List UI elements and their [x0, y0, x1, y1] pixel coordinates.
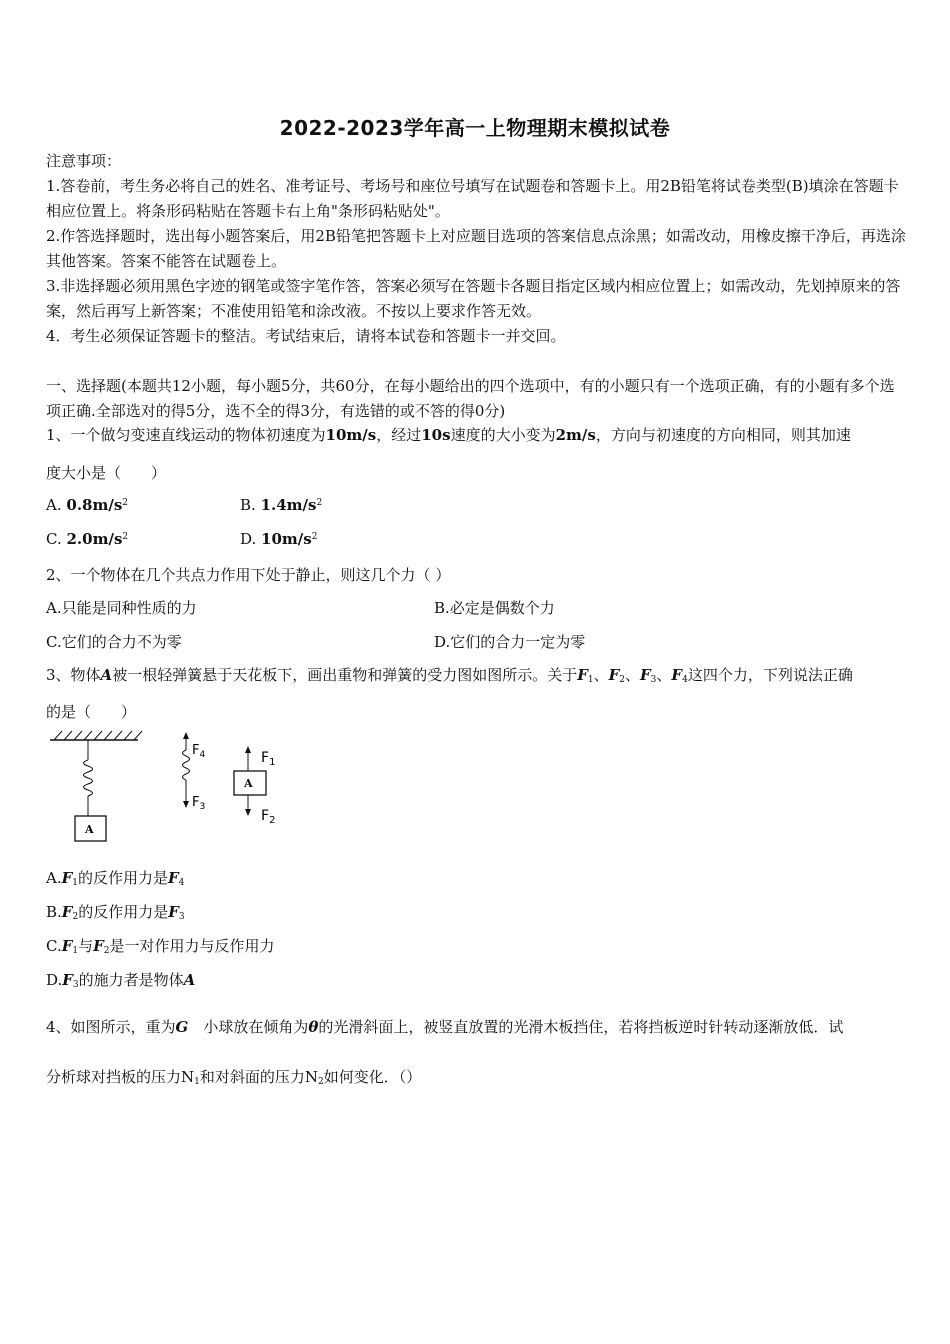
q2-option-c[interactable]: C.它们的合力不为零: [46, 633, 182, 651]
q1-option-b[interactable]: B. $1.4m/s^2$: [240, 496, 323, 514]
label-f4: $F_4$: [192, 743, 206, 760]
notice-heading: 注意事项：: [46, 152, 122, 170]
q1-option-d[interactable]: D. $10m/s^2$: [240, 530, 318, 548]
question-3-line-1: 3、物体A被一根轻弹簧悬于天花板下，画出重物和弹簧的受力图如图所示。关于$F_1$、$F_2$、$F_3$、$F_4$这四个力，下列说法正确: [46, 666, 853, 685]
q3-option-c[interactable]: $C.F_1$与$F_2$是一对作用力与反作用力: [46, 937, 275, 956]
q3-option-b[interactable]: $B.F_2$的反作用力是$F_3$: [46, 903, 185, 922]
question-2-stem: 2、一个物体在几个共点力作用下处于静止，则这几个力（ ）: [46, 566, 451, 584]
question-1-line-2: 度大小是（ ）: [46, 464, 167, 482]
notice-section: [46, 149, 908, 349]
page-title: 2022-2023学年高一上物理期末模拟试卷: [279, 116, 671, 140]
label-f1: $F_1$: [261, 750, 276, 768]
question-3-line-2: 的是（ ）: [46, 703, 137, 721]
q3-option-d[interactable]: $D.F_3$的施力者是物体A: [46, 971, 196, 990]
notice-item-2: 2.作答选择题时，选出每小题答案后，用2B铅笔把答题卡上对应题目选项的答案信息点涂黑；如需改动，用橡皮擦干净后，再选涂其他答案。答案不能答在试题卷上。: [46, 227, 906, 270]
hanging-block-label: A: [85, 823, 94, 836]
label-f2: $F_2$: [261, 808, 276, 826]
question-4-line-1: 4、如图所示，重为G 小球放在倾角为θ的光滑斜面上，被竖直放置的光滑木板挡住，若将挡板逆时针转动逐渐放低．试: [46, 1018, 844, 1036]
notice-item-3: 3.非选择题必须用黑色字迹的钢笔或签字笔作答，答案必须写在答题卡各题目指定区域内相应位置上；如需改动，先划掉原来的答案，然后再写上新答案；不准使用铅笔和涂改液。不按以上要求作答无效。: [46, 277, 901, 320]
q1-option-c[interactable]: C. $2.0m/s^2$: [46, 530, 129, 548]
question-4-line-2: 分析球对挡板的压力$N_1$和对斜面的压力$N_2$如何变化．（）: [46, 1068, 422, 1087]
section-1-heading: 一、选择题(本题共12小题，每小题5分，共60分，在每小题给出的四个选项中，有的小题只有一个选项正确，有的小题有多个选项正确.全部选对的得5分，选不全的得3分，有选错的或不答的得0分): [46, 377, 895, 420]
spring-force-diagram: [44, 728, 304, 852]
notice-item-4: 4．考生必须保证答题卡的整洁。考试结束后，请将本试卷和答题卡一并交回。: [46, 327, 566, 345]
q1-option-a[interactable]: A. $0.8m/s^2$: [46, 496, 129, 514]
q2-option-a[interactable]: A.只能是同种性质的力: [46, 599, 197, 617]
free-block-label: A: [244, 777, 253, 790]
q2-option-b[interactable]: B.必定是偶数个力: [434, 599, 555, 617]
notice-item-1: 1.答卷前，考生务必将自己的姓名、准考证号、考场号和座位号填写在试题卷和答题卡上。用2B铅笔将试卷类型(B)填涂在答题卡相应位置上。将条形码粘贴在答题卡右上角"条形码粘贴处"。: [46, 177, 899, 220]
q2-option-d[interactable]: D.它们的合力一定为零: [434, 633, 586, 651]
label-f3: $F_3$: [192, 795, 206, 812]
question-1-line-1: 1、一个做匀变速直线运动的物体初速度为10m/s，经过10s速度的大小变为2m/s，方向与初速度的方向相同，则其加速: [46, 426, 851, 444]
q3-option-a[interactable]: $A.F_1$的反作用力是$F_4$: [46, 869, 185, 888]
